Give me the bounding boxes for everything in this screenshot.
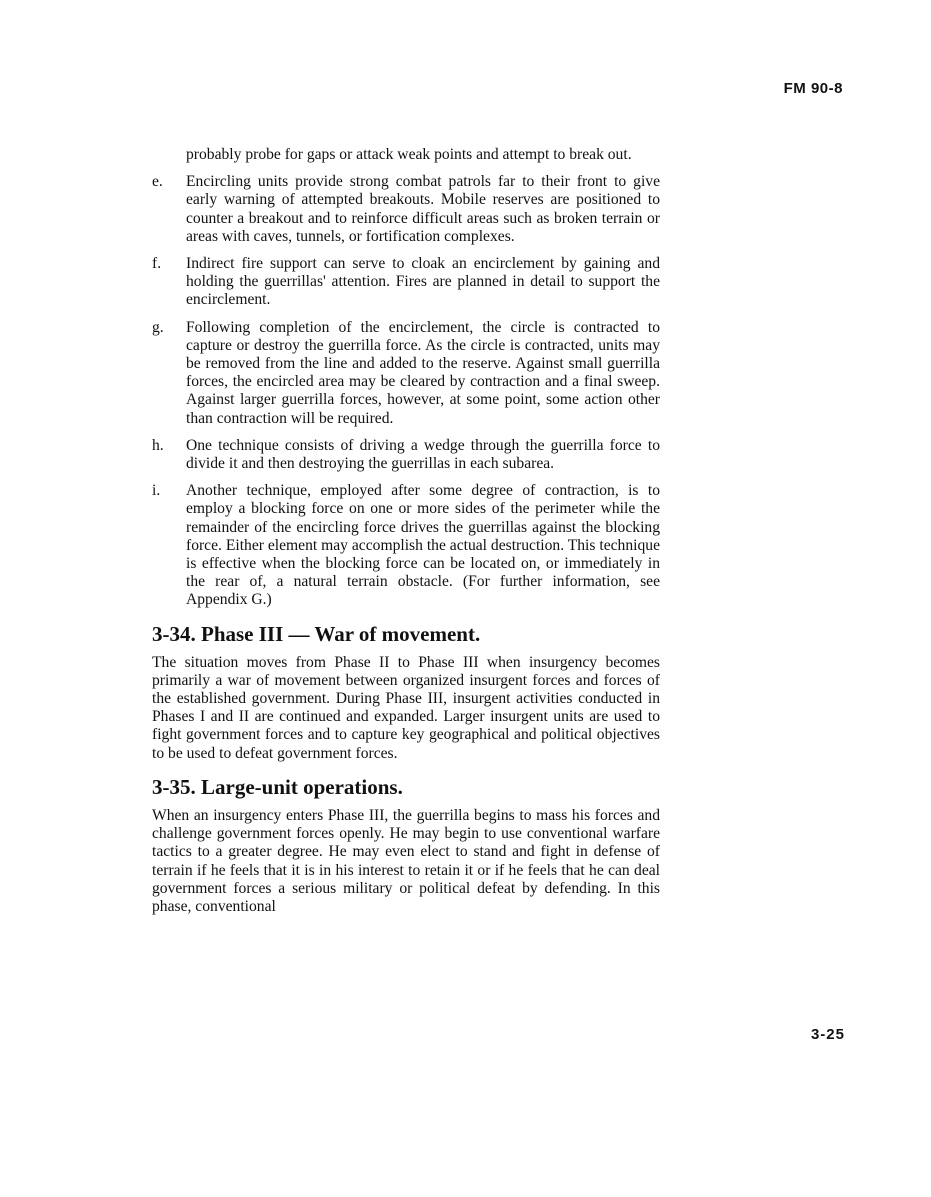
list-item-f [152,255,660,310]
section-heading-3-35: 3-35. Large-unit operations. [152,774,403,799]
item-text: Another technique, employed after some degree of contraction, is to employ a blocking force on one or more sides of the perimeter while the remainder of the encircling force drives the guerrillas against the blocking force. Either element may accomplish the actual destruction. This technique is effective when the blocking force can be located on, or immediately in the rear of, a natural terrain obstacle. (For further information, see Appendix G.) [186,482,660,609]
page-number: 3-25 [810,1026,845,1043]
item-letter: i. [152,482,161,500]
section-paragraph-3-34: The situation moves from Phase II to Phase III when insurgency becomes primarily a war of movement between organized insurgent forces and forces of the established government. During Phase III, insurgent activities conducted in Phases I and II are continued and expanded. Larger insurgent units are used to fight government forces and to capture key geographical and political objectives to be used to defeat government forces. [152,653,660,762]
item-letter: g. [152,318,164,336]
item-text: One technique consists of driving a wedge through the guerrilla force to divide it and then destroying the guerrillas in each subarea. [186,436,660,473]
item-letter: f. [152,255,162,273]
section-paragraph-3-35: When an insurgency enters Phase III, the guerrilla begins to mass his forces and challenge government forces openly. He may begin to use conventional warfare tactics to a greater degree. He may even elect to stand and fight in defense of terrain if he feels that it is in his interest to retain it or if he feels that he can deal government forces a serious military or political defeat by defending. In this phase, conventional [152,806,660,915]
list-item-h [152,437,660,473]
list-item-i [152,482,660,609]
list-item-g [152,319,660,428]
item-letter: h. [152,436,164,454]
item-letter: e. [152,173,163,191]
continued-paragraph: probably probe for gaps or attack weak points and attempt to break out. [186,146,632,163]
list-item-e [152,173,660,246]
item-text: Encircling units provide strong combat patrols far to their front to give early warning of attempted breakouts. Mobile reserves are positioned to counter a breakout and to reinforce difficult areas such as broken terrain or areas with caves, tunnels, or fortification complexes. [186,173,660,245]
item-text: Indirect fire support can serve to cloak an encirclement by gaining and holding the guerrillas' attention. Fires are planned in detail to support the encirclement. [186,255,660,309]
item-text: Following completion of the encirclement, the circle is contracted to capture or destroy the guerrilla force. As the circle is contracted, units may be removed from the line and added to the reserve. Against small guerrilla forces, the encircled area may be cleared by contraction and a final sweep. Against larger guerrilla forces, however, at some point, some action other than contraction will be required. [186,318,660,427]
section-heading-3-34: 3-34. Phase III — War of movement. [152,621,481,646]
document-code: FM 90-8 [783,80,843,97]
page-content [152,146,660,926]
